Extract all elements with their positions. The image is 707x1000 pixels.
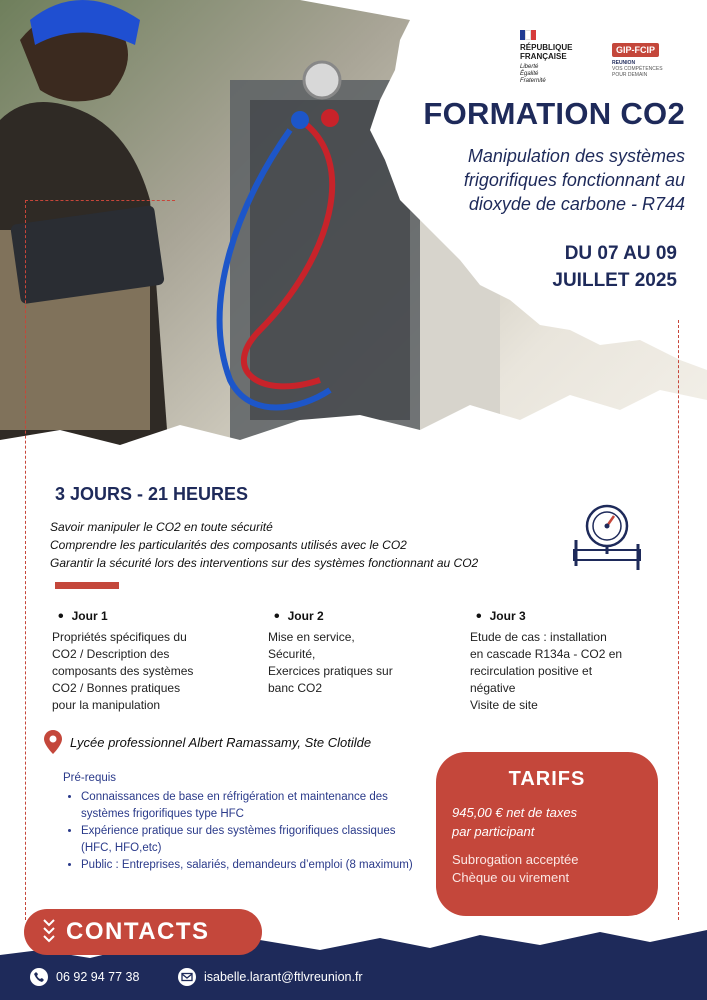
day-1-line: Propriétés spécifiques du bbox=[52, 630, 187, 644]
day-2-line: Exercices pratiques sur bbox=[268, 664, 393, 678]
tarifs-note: Subrogation acceptée bbox=[452, 852, 579, 867]
objective-item: Savoir manipuler le CO2 en toute sécurité bbox=[50, 520, 273, 534]
republique-francaise-logo bbox=[520, 30, 602, 85]
dashed-frame-right bbox=[678, 320, 679, 920]
dashed-frame-left bbox=[25, 200, 26, 920]
gip-sub-line-2: VOS COMPÉTENCES bbox=[612, 66, 663, 72]
day-3-line: négative bbox=[470, 681, 516, 695]
subtitle-line-3: dioxyde de carbone - R744 bbox=[468, 194, 685, 214]
day-1-title: • Jour 1 bbox=[52, 608, 222, 625]
location-pin-icon bbox=[44, 730, 62, 754]
dates-line-2: JUILLET 2025 bbox=[552, 270, 677, 291]
training-dates bbox=[437, 240, 677, 294]
flag-icon bbox=[520, 30, 536, 40]
day-2-line: Mise en service, bbox=[268, 630, 355, 644]
tarifs-title: TARIFS bbox=[508, 768, 586, 790]
phone-icon bbox=[30, 968, 48, 986]
objective-item: Comprendre les particularités des composants utilisés avec le CO2 bbox=[50, 538, 407, 552]
email-icon bbox=[178, 968, 196, 986]
contacts-title: CONTACTS bbox=[66, 918, 210, 945]
subtitle-line-2: frigorifiques fonctionnant au bbox=[463, 170, 685, 190]
prerequisite-item: • Public : Entreprises, salariés, demandeurs d’emploi (8 maximum) bbox=[81, 857, 413, 874]
subtitle-line-1: Manipulation des systèmes bbox=[467, 146, 685, 166]
location-text: Lycée professionnel Albert Ramassamy, Ste Clotilde bbox=[70, 734, 372, 750]
gip-sub-line-3: POUR DEMAIN bbox=[612, 72, 648, 78]
pressure-gauge-icon bbox=[572, 500, 642, 572]
gip-badge: GIP-FCIP bbox=[612, 43, 659, 57]
gip-sub-line-1: REUNION bbox=[612, 60, 636, 66]
email-contact[interactable] bbox=[178, 968, 363, 986]
republique-title-line-2: FRANÇAISE bbox=[520, 52, 567, 61]
day-1-line: pour la manipulation bbox=[52, 698, 161, 712]
prerequisite-item: • Connaissances de base en réfrigération et maintenance des systèmes frigorifiques type HFC bbox=[81, 789, 413, 823]
day-2-line: banc CO2 bbox=[268, 681, 323, 695]
day-3-line: recirculation positive et bbox=[470, 664, 593, 678]
phone-number: 06 92 94 77 38 bbox=[56, 970, 140, 984]
tarifs-price-line-2: par participant bbox=[452, 824, 535, 839]
day-3-line: Etude de cas : installation bbox=[470, 630, 607, 644]
email-address: isabelle.larant@ftlvreunion.fr bbox=[204, 970, 363, 984]
day-3-title: • Jour 3 bbox=[470, 608, 660, 625]
gip-fcip-logo bbox=[612, 40, 692, 78]
republique-motto-line-2: Égalité bbox=[520, 71, 539, 77]
republique-motto-line-3: Fraternité bbox=[520, 78, 546, 84]
day-3 bbox=[470, 608, 660, 714]
day-1-line: CO2 / Bonnes pratiques bbox=[52, 681, 181, 695]
republique-title-line-1: RÉPUBLIQUE bbox=[520, 43, 573, 52]
page-subtitle bbox=[385, 144, 685, 216]
day-2-line: Sécurité, bbox=[268, 647, 316, 661]
location bbox=[44, 730, 371, 754]
tarifs-box bbox=[436, 752, 658, 916]
page-title: FORMATION CO2 bbox=[423, 96, 685, 131]
day-3-line: Visite de site bbox=[470, 698, 538, 712]
objectives-list bbox=[50, 518, 570, 572]
prerequisites bbox=[63, 770, 413, 874]
day-1-line: composants des systèmes bbox=[52, 664, 194, 678]
day-1 bbox=[52, 608, 222, 714]
objective-item: Garantir la sécurité lors des interventions sur des systèmes fonctionnant au CO2 bbox=[50, 556, 479, 570]
chevrons-icon bbox=[42, 918, 56, 946]
prerequisites-title: Pré-requis bbox=[63, 772, 117, 784]
dashed-frame-top bbox=[25, 200, 175, 201]
section-divider bbox=[55, 582, 119, 589]
tarifs-price-line-1: 945,00 € net de taxes bbox=[452, 805, 578, 820]
dates-line-1: DU 07 AU 09 bbox=[564, 243, 677, 264]
day-2-title: • Jour 2 bbox=[268, 608, 438, 625]
day-3-line: en cascade R134a - CO2 en bbox=[470, 647, 623, 661]
republique-motto-line-1: Liberté bbox=[520, 64, 539, 70]
contacts-banner bbox=[24, 909, 262, 955]
training-duration: 3 JOURS - 21 HEURES bbox=[55, 484, 249, 504]
day-2 bbox=[268, 608, 438, 697]
day-1-line: CO2 / Description des bbox=[52, 647, 170, 661]
tarifs-note: Chèque ou virement bbox=[452, 870, 570, 885]
phone-contact[interactable] bbox=[30, 968, 139, 986]
prerequisite-item: • Expérience pratique sur des systèmes frigorifiques classiques (HFC, HFO,etc) bbox=[81, 823, 413, 857]
